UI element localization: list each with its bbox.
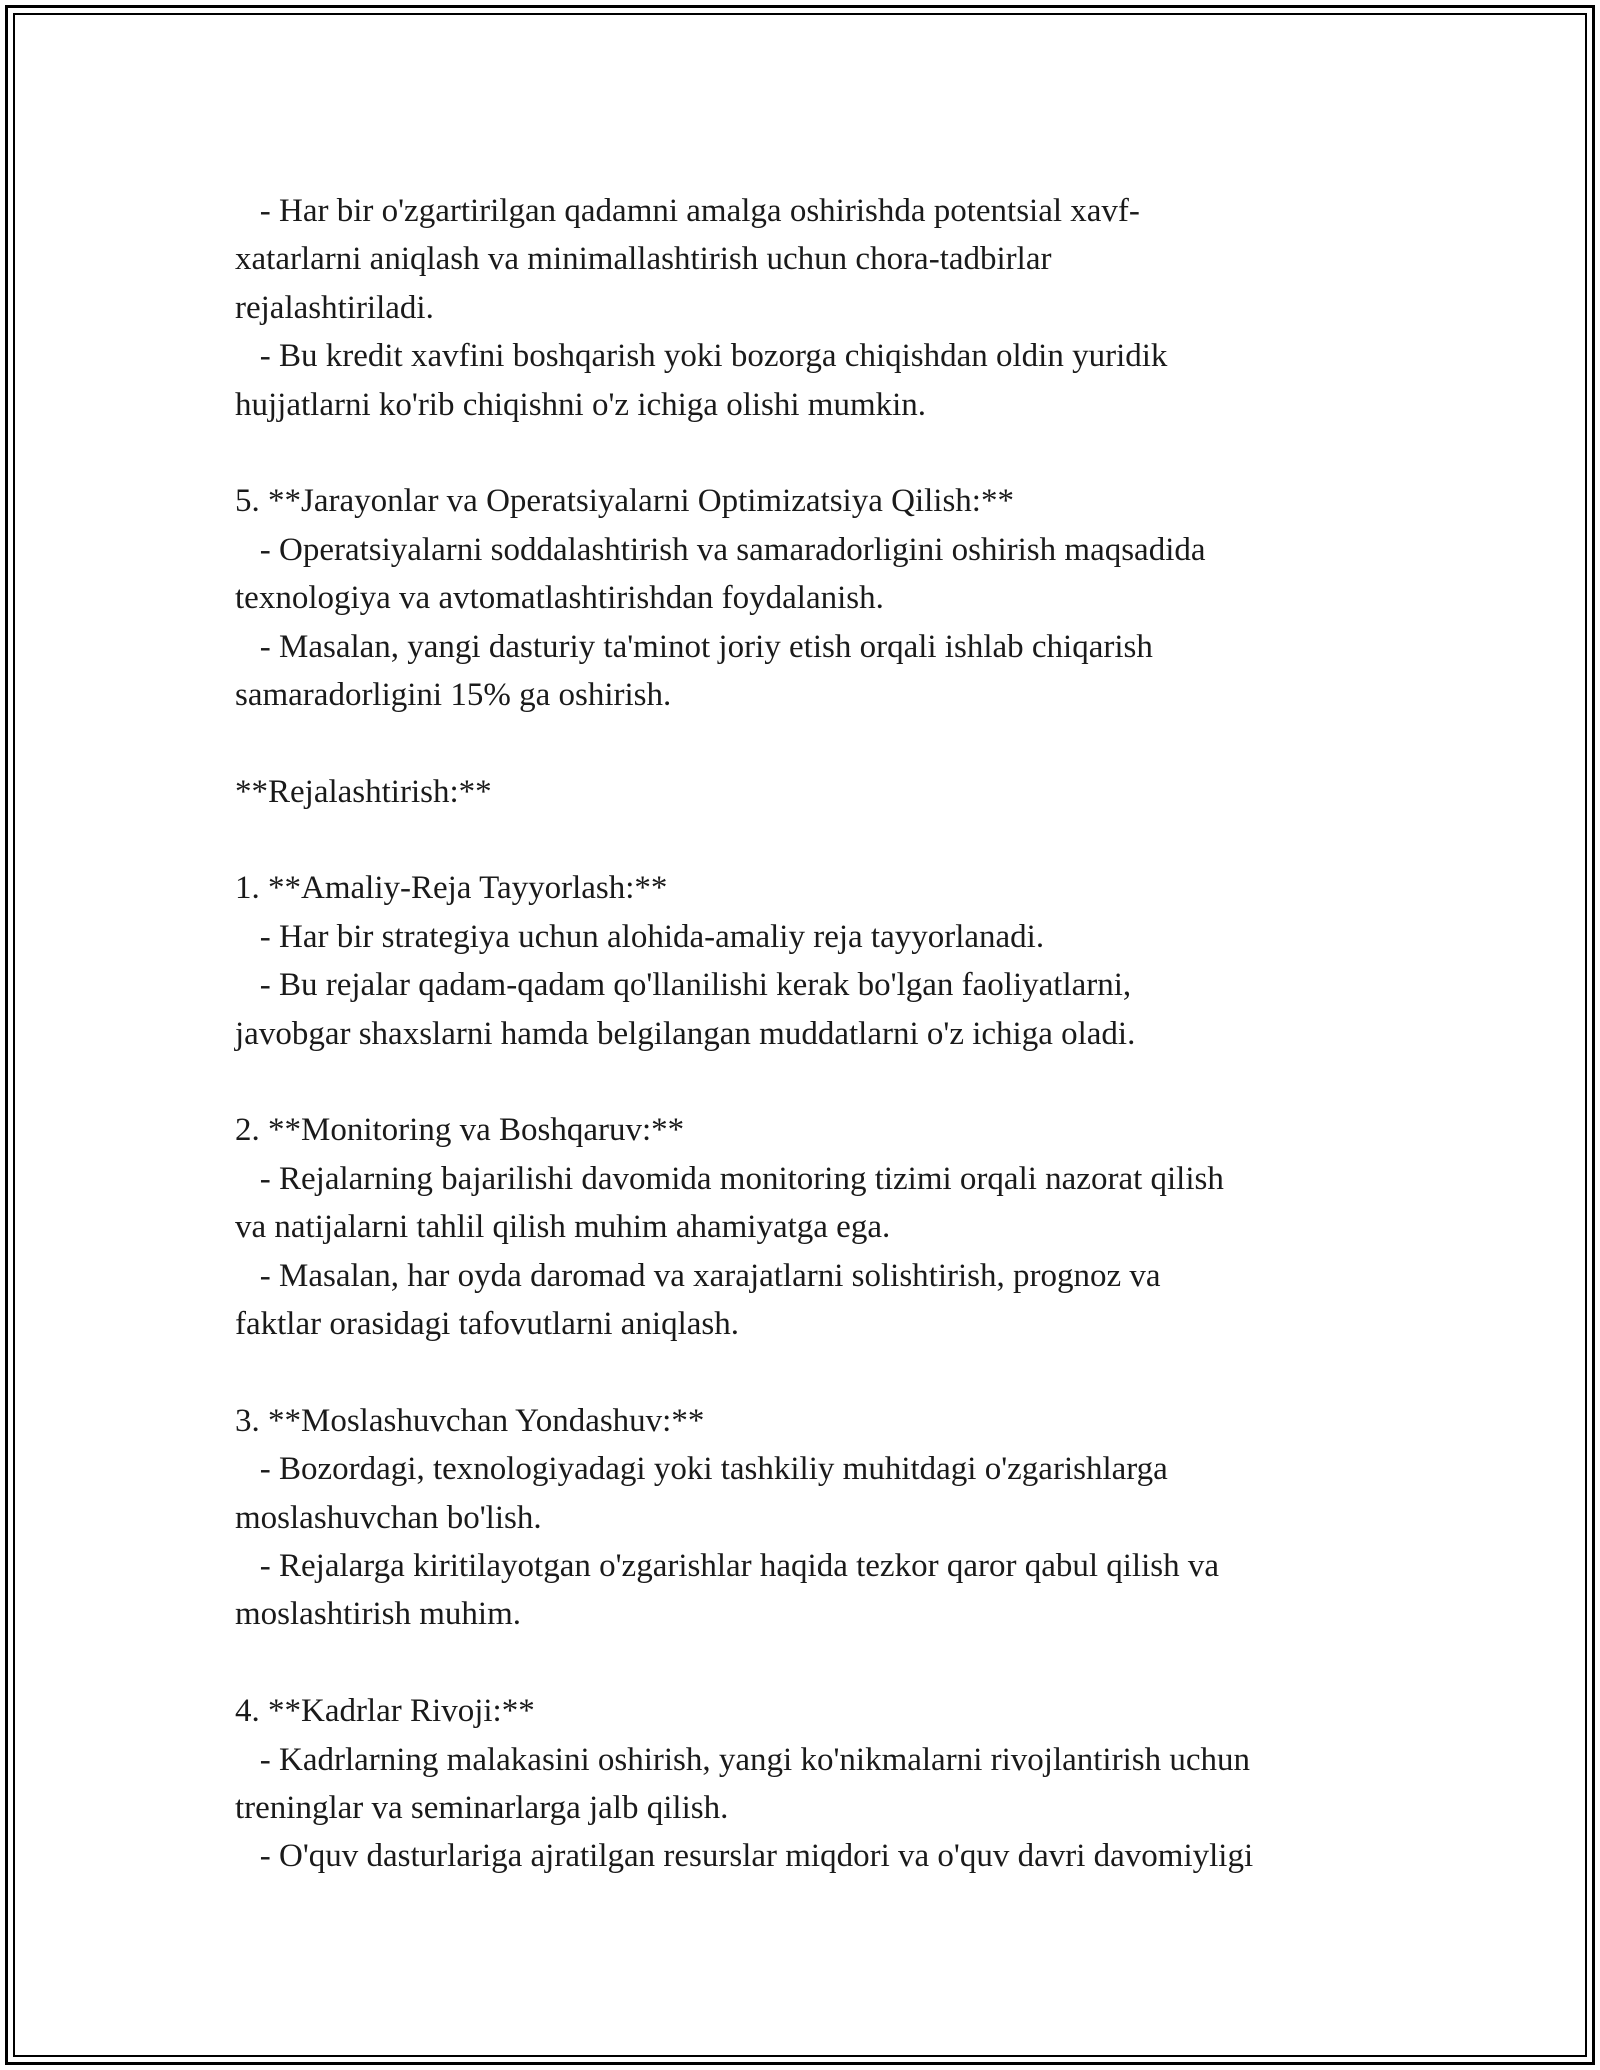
blank-line [235,1348,1395,1396]
text-line: - Bozordagi, texnologiyadagi yoki tashkiliy muhitdagi o'zgarishlarga [235,1451,1168,1488]
blank-line [235,816,1395,864]
text-line: - Har bir o'zgartirilgan qadamni amalga oshirishda potentsial xavf- [235,193,1140,229]
text-line: javobgar shaxslarni hamda belgilangan muddatlarni o'z ichiga oladi. [235,1015,1136,1052]
blank-line [235,1639,1395,1687]
blank-line [235,719,1395,767]
text-line: - Masalan, yangi dasturiy ta'minot joriy etish orqali ishlab chiqarish [235,628,1153,665]
text-line: - Bu kredit xavfini boshqarish yoki bozorga chiqishdan oldin yuridik [235,338,1168,375]
text-line: rejalashtiriladi. [235,289,434,326]
text-line: - O'quv dasturlariga ajratilgan resurslar miqdori va o'quv davri davomiyligi [235,1838,1254,1875]
section-heading: 5. **Jarayonlar va Operatsiyalarni Optimizatsiya Qilish:** [235,483,1014,520]
section-heading: 1. **Amaliy-Reja Tayyorlash:** [235,870,668,907]
text-line: - Har bir strategiya uchun alohida-amaliy reja tayyorlanadi. [235,918,1045,955]
blank-line [235,1058,1395,1106]
blank-line [235,429,1395,477]
text-line: texnologiya va avtomatlashtirishdan foydalanish. [235,580,884,617]
text-line: va natijalarni tahlil qilish muhim ahamiyatga ega. [235,1209,891,1246]
section-heading: 2. **Monitoring va Boshqaruv:** [235,1112,685,1149]
text-line: - Kadrlarning malakasini oshirish, yangi ko'nikmalarni rivojlantirish uchun [235,1741,1250,1778]
text-line: faktlar orasidagi tafovutlarni aniqlash. [235,1305,739,1342]
text-line: treninglar va seminarlarga jalb qilish. [235,1789,729,1826]
document-body [235,187,1395,1881]
text-line: - Rejalarga kiritilayotgan o'zgarishlar haqida tezkor qaror qabul qilish va [235,1547,1220,1584]
text-line: moslashuvchan bo'lish. [235,1499,542,1536]
section-heading: 3. **Moslashuvchan Yondashuv:** [235,1402,705,1439]
text-line: moslashtirish muhim. [235,1596,522,1633]
text-line: xatarlarni aniqlash va minimallashtirish uchun chora-tadbirlar [235,241,1052,278]
text-line: - Bu rejalar qadam-qadam qo'llanilishi kerak bo'lgan faoliyatlarni, [235,967,1132,1004]
section-heading: 4. **Kadrlar Rivoji:** [235,1693,535,1730]
text-line: - Masalan, har oyda daromad va xarajatlarni solishtirish, prognoz va [235,1257,1161,1294]
section-title: **Rejalashtirish:** [235,773,492,810]
text-line: - Rejalarning bajarilishi davomida monitoring tizimi orqali nazorat qilish [235,1160,1224,1197]
text-line: samaradorligini 15% ga oshirish. [235,676,672,713]
text-line: hujjatlarni ko'rib chiqishni o'z ichiga olishi mumkin. [235,386,927,423]
text-line: - Operatsiyalarni soddalashtirish va samaradorligini oshirish maqsadida [235,531,1206,568]
